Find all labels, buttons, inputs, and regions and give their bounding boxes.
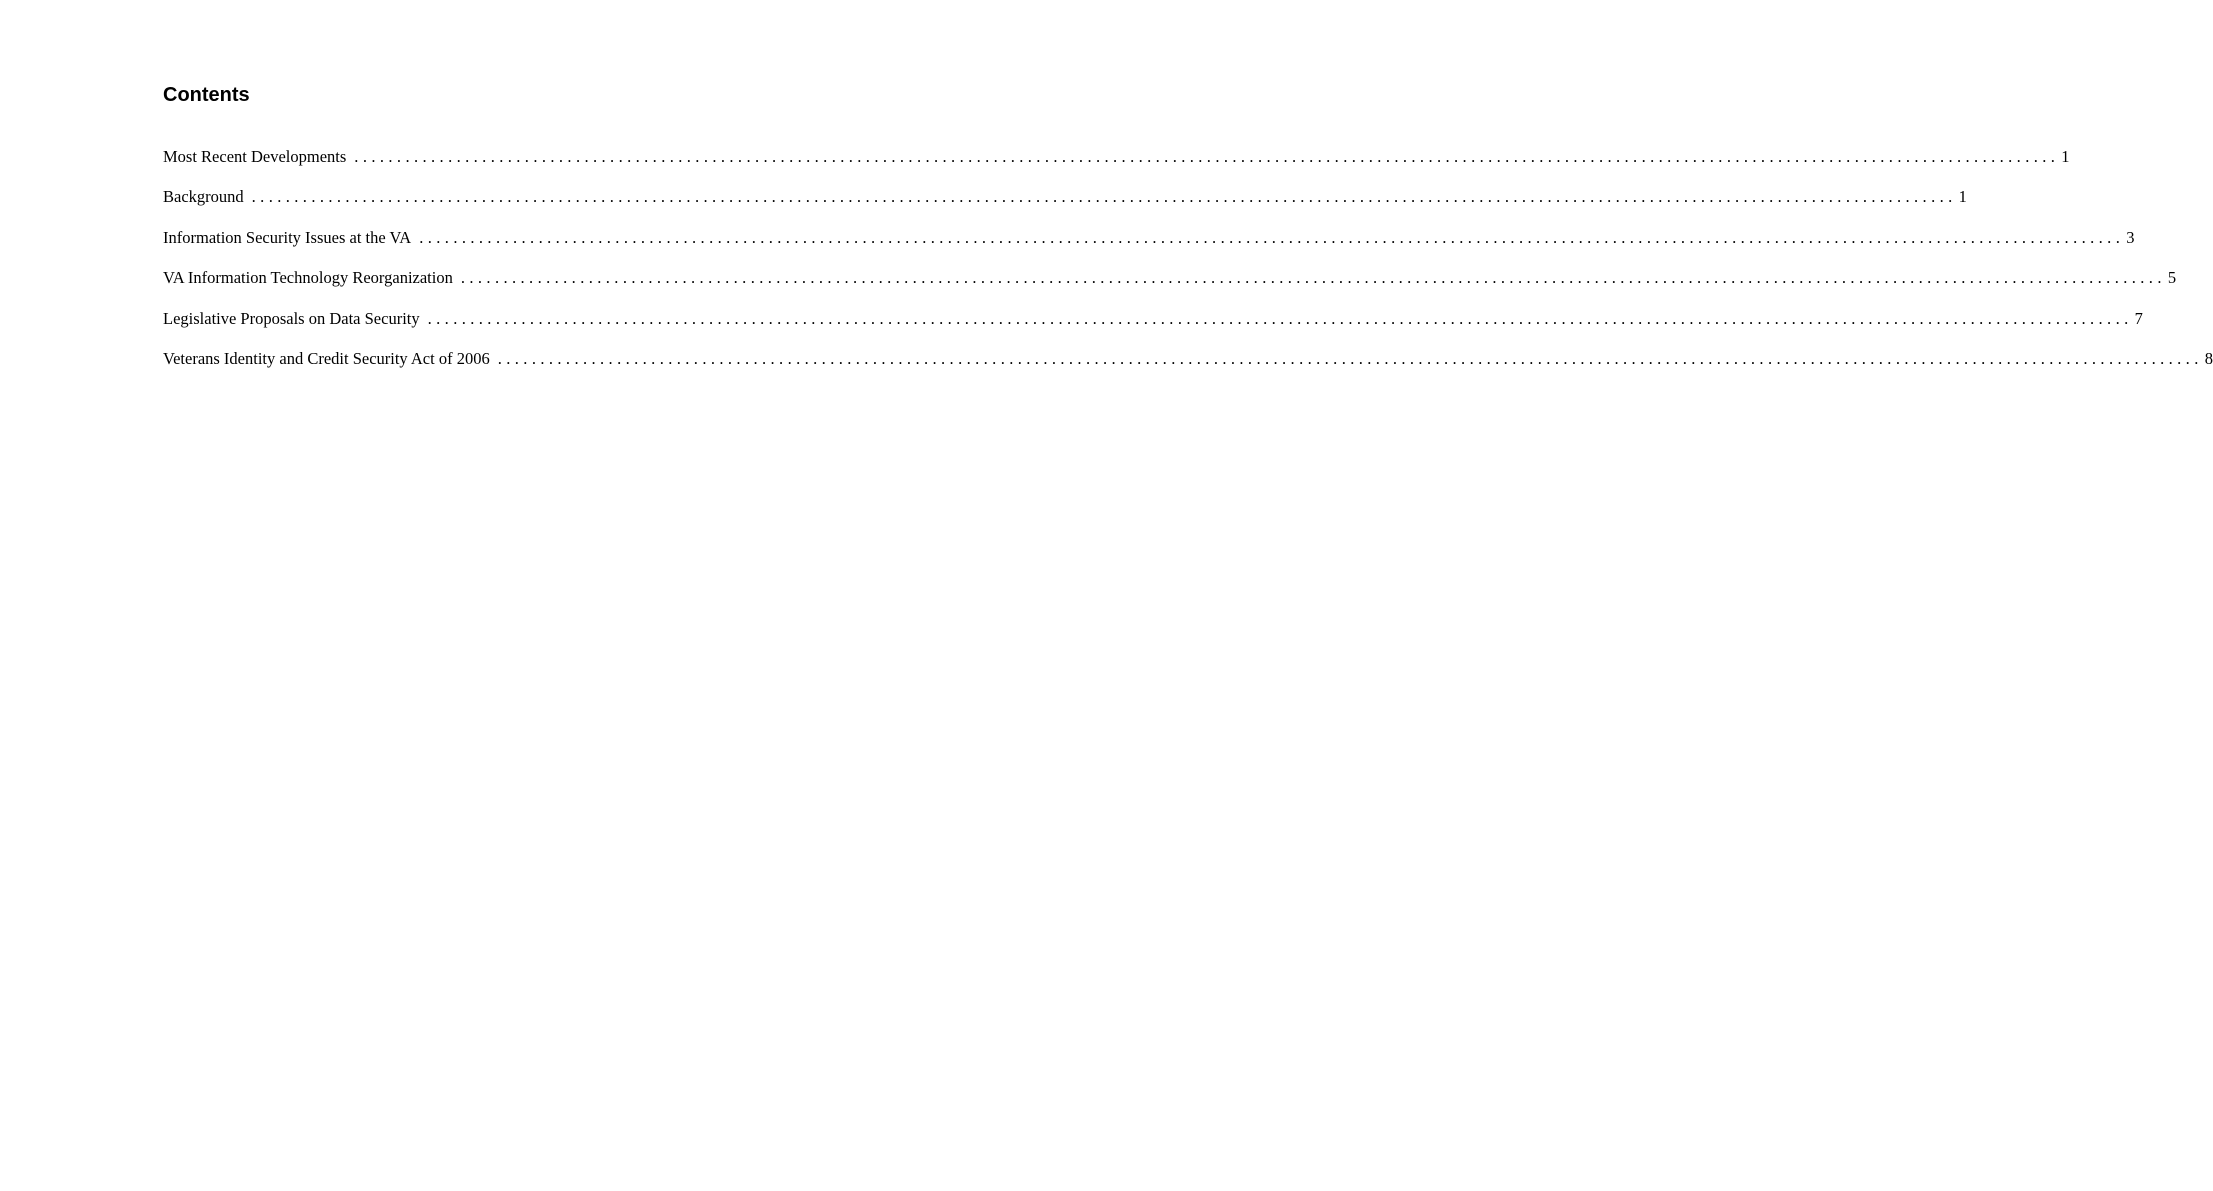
toc-entry[interactable] xyxy=(163,145,2070,185)
toc-entry-title: Most Recent Developments xyxy=(163,147,347,166)
page-title: Contents xyxy=(163,84,250,106)
dot-leader: ........................................................................................................................................................................................................ xyxy=(251,187,1957,207)
toc-entry[interactable] xyxy=(163,307,2143,347)
dot-leader: ........................................................................................................................................................................................................ xyxy=(460,268,2166,288)
toc-entry-page-number: 5 xyxy=(2167,268,2177,288)
toc-entry[interactable] xyxy=(163,347,2213,387)
dot-leader: ........................................................................................................................................................................................................ xyxy=(497,348,2203,368)
toc-entry-title: Information Security Issues at the VA xyxy=(163,227,412,247)
toc-entry[interactable] xyxy=(163,266,2177,306)
toc-entry[interactable] xyxy=(163,185,1967,225)
toc-entry-page-number: 1 xyxy=(2061,147,2070,166)
dot-leader: ........................................................................................................................................................................................................ xyxy=(354,147,2060,166)
toc-entry-page-number: 7 xyxy=(2134,308,2143,328)
toc-entry-title: Background xyxy=(163,187,244,207)
dot-leader: ........................................................................................................................................................................................................ xyxy=(427,308,2133,328)
dot-leader: ........................................................................................................................................................................................................ xyxy=(419,227,2125,247)
toc-entry[interactable] xyxy=(163,226,2135,266)
toc-entry-title: Veterans Identity and Credit Security Act of 2006 xyxy=(163,348,490,368)
toc-entry-page-number: 3 xyxy=(2126,227,2135,247)
toc-entry-page-number: 8 xyxy=(2204,348,2213,368)
toc-entry-title: Legislative Proposals on Data Security xyxy=(163,308,420,328)
toc-entry-title: VA Information Technology Reorganization xyxy=(163,268,453,288)
toc-entry-page-number: 1 xyxy=(1958,187,1967,207)
table-of-contents xyxy=(163,145,2213,387)
